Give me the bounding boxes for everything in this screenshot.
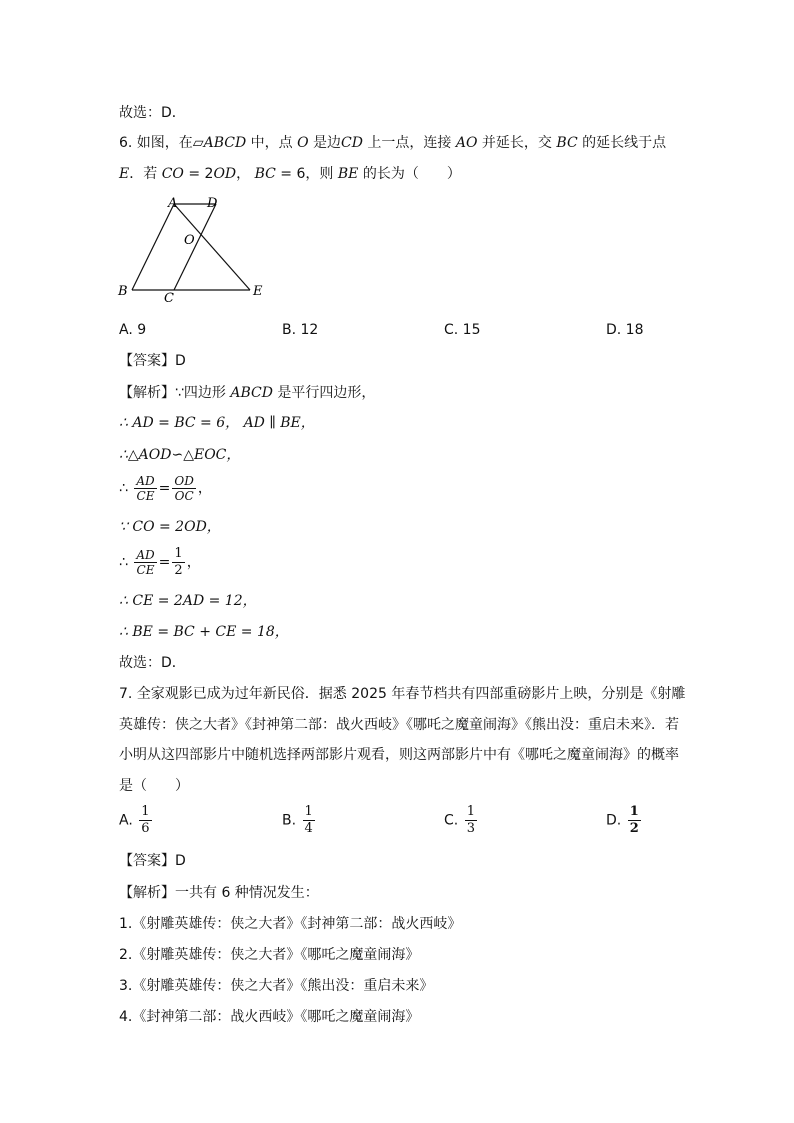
q6-text: 是边 xyxy=(308,135,342,151)
therefore-symbol: ∴ xyxy=(119,480,128,497)
q6-text: 上一点，连接 xyxy=(362,135,456,151)
q6-math: E xyxy=(119,166,130,182)
q7-option-a xyxy=(119,804,154,837)
q7-option-d xyxy=(606,804,643,837)
q6-analysis-line3: ∴△AOD∽△EOC， xyxy=(119,447,241,463)
therefore-symbol: ∴ xyxy=(119,554,128,571)
label-B: B xyxy=(118,284,128,299)
q5-conclusion: 故选：D． xyxy=(119,105,186,121)
q6-text: 并延长，交 xyxy=(477,135,557,151)
q6-math: ABCD xyxy=(203,135,247,151)
numerator: 1 xyxy=(174,546,183,561)
segment-AB xyxy=(132,204,174,290)
q6-math: ABCD xyxy=(230,385,273,401)
numerator: 1 xyxy=(466,804,475,819)
q6-conclusion: 故选：D． xyxy=(119,655,186,671)
q6-answer: 【答案】D xyxy=(119,353,186,369)
q6-option-a: A. 9 xyxy=(119,322,147,338)
q7-answer: 【答案】D xyxy=(119,853,186,869)
q6-text: ．若 xyxy=(129,166,162,182)
denominator: 3 xyxy=(466,821,475,836)
q6-analysis-line4 xyxy=(119,474,212,503)
q6-option-c: C. 15 xyxy=(444,322,481,338)
q7-analysis-heading: 【解析】一共有 6 种情况发生： xyxy=(119,885,319,901)
denominator: 4 xyxy=(304,821,313,836)
option-label: C. xyxy=(444,812,459,829)
q6-math: OD xyxy=(213,166,237,182)
numerator: OD xyxy=(174,474,194,488)
q6-analysis-line6 xyxy=(119,546,201,579)
label-E: E xyxy=(253,284,263,299)
numerator: AD xyxy=(136,474,155,488)
q6-analysis-line8: ∴ BE = BC + CE = 18， xyxy=(119,624,289,640)
q7-case-3: 3.《射雕英雄传：侠之大者》《熊出没：重启未来》 xyxy=(119,978,434,994)
parallelogram-symbol: ▱ xyxy=(192,135,204,151)
q6-math: CO xyxy=(161,166,184,182)
q6-option-d: D. 18 xyxy=(606,322,644,338)
option-label: B. xyxy=(282,812,297,829)
q6-option-b: B. 12 xyxy=(282,322,319,338)
label-C: C xyxy=(164,291,174,304)
q6-text: 的长为（ ） xyxy=(358,166,461,182)
fraction-option-a xyxy=(139,804,151,837)
numerator: 1 xyxy=(141,804,150,819)
q7-stem-line2: 英雄传：侠之大者》《封神第二部：战火西岐》《哪吒之魔童闹海》《熊出没：重启未来》．若 xyxy=(119,717,679,733)
q7-case-2: 2.《射雕英雄传：侠之大者》《哪吒之魔童闹海》 xyxy=(119,947,420,963)
denominator: 2 xyxy=(174,563,183,578)
denominator: 6 xyxy=(141,821,150,836)
numerator: 1 xyxy=(304,804,313,819)
q6-analysis-line5: ∵ CO = 2OD， xyxy=(119,519,221,535)
q6-text: 6. 如图，在 xyxy=(119,135,193,151)
q7-case-4: 4.《封神第二部：战火西岐》《哪吒之魔童闹海》 xyxy=(119,1009,420,1025)
denominator: CE xyxy=(136,489,155,503)
q7-stem-line1: 7. 全家观影已成为过年新民俗．据悉 2025 年春节档共有四部重磅影片上映，分别是《射雕 xyxy=(119,686,686,702)
label-A: A xyxy=(168,196,178,211)
denominator: CE xyxy=(136,563,155,577)
fraction-option-c xyxy=(465,804,477,837)
q7-stem-line3: 小明从这四部影片中随机选择两部影片观看，则这两部影片中有《哪吒之魔童闹海》的概率 xyxy=(119,747,679,763)
q6-text: = 2 xyxy=(183,166,214,182)
q6-analysis-line7: ∴ CE = 2AD = 12， xyxy=(119,593,257,609)
q6-text: 四边形 xyxy=(183,385,231,401)
q6-analysis-line2: ∴ AD = BC = 6， AD ∥ BE， xyxy=(119,415,315,431)
q6-text: = 6，则 xyxy=(275,166,338,182)
q6-math: BC xyxy=(556,135,578,151)
fraction-ad-ce xyxy=(134,474,156,503)
q6-text: ， xyxy=(236,166,255,182)
label-O: O xyxy=(184,233,195,248)
q6-stem-line1 xyxy=(119,134,666,152)
q6-figure xyxy=(114,192,274,304)
q6-math: BE xyxy=(337,166,359,182)
denominator: 2 xyxy=(629,821,639,836)
analysis-heading: 【解析】 xyxy=(119,385,175,401)
q6-text: 中，点 xyxy=(246,135,298,151)
q6-text: ， xyxy=(197,480,212,497)
label-D: D xyxy=(207,196,218,211)
option-label: D. xyxy=(606,812,622,829)
q6-text: 的延长线于点 xyxy=(577,135,667,151)
numerator: 1 xyxy=(629,804,639,819)
option-label: A. xyxy=(119,812,133,829)
q6-text: ， xyxy=(186,554,201,571)
fraction-od-oc xyxy=(172,474,195,503)
fraction-ad-ce xyxy=(134,548,156,577)
q7-option-c xyxy=(444,804,479,837)
q6-stem-line2 xyxy=(119,165,461,183)
q7-case-1: 1.《射雕英雄传：侠之大者》《封神第二部：战火西岐》 xyxy=(119,916,462,932)
fraction-one-half xyxy=(172,546,184,579)
fraction-option-d xyxy=(628,804,641,837)
denominator: OC xyxy=(174,489,194,503)
because-symbol: ∵ xyxy=(175,385,184,401)
segment-DC xyxy=(174,204,216,290)
q6-math: O xyxy=(297,135,309,151)
equals: = xyxy=(158,554,171,571)
q7-option-b xyxy=(282,804,317,837)
equals: = xyxy=(158,480,171,497)
q6-math: BC xyxy=(254,166,276,182)
q6-text: 是平行四边形， xyxy=(272,385,376,401)
fraction-option-b xyxy=(303,804,315,837)
q6-math: CD xyxy=(341,135,363,151)
numerator: AD xyxy=(136,548,155,562)
q7-stem-line4: 是（ ） xyxy=(119,778,189,794)
q6-math: AO xyxy=(455,135,478,151)
q6-analysis-line1 xyxy=(119,384,375,402)
